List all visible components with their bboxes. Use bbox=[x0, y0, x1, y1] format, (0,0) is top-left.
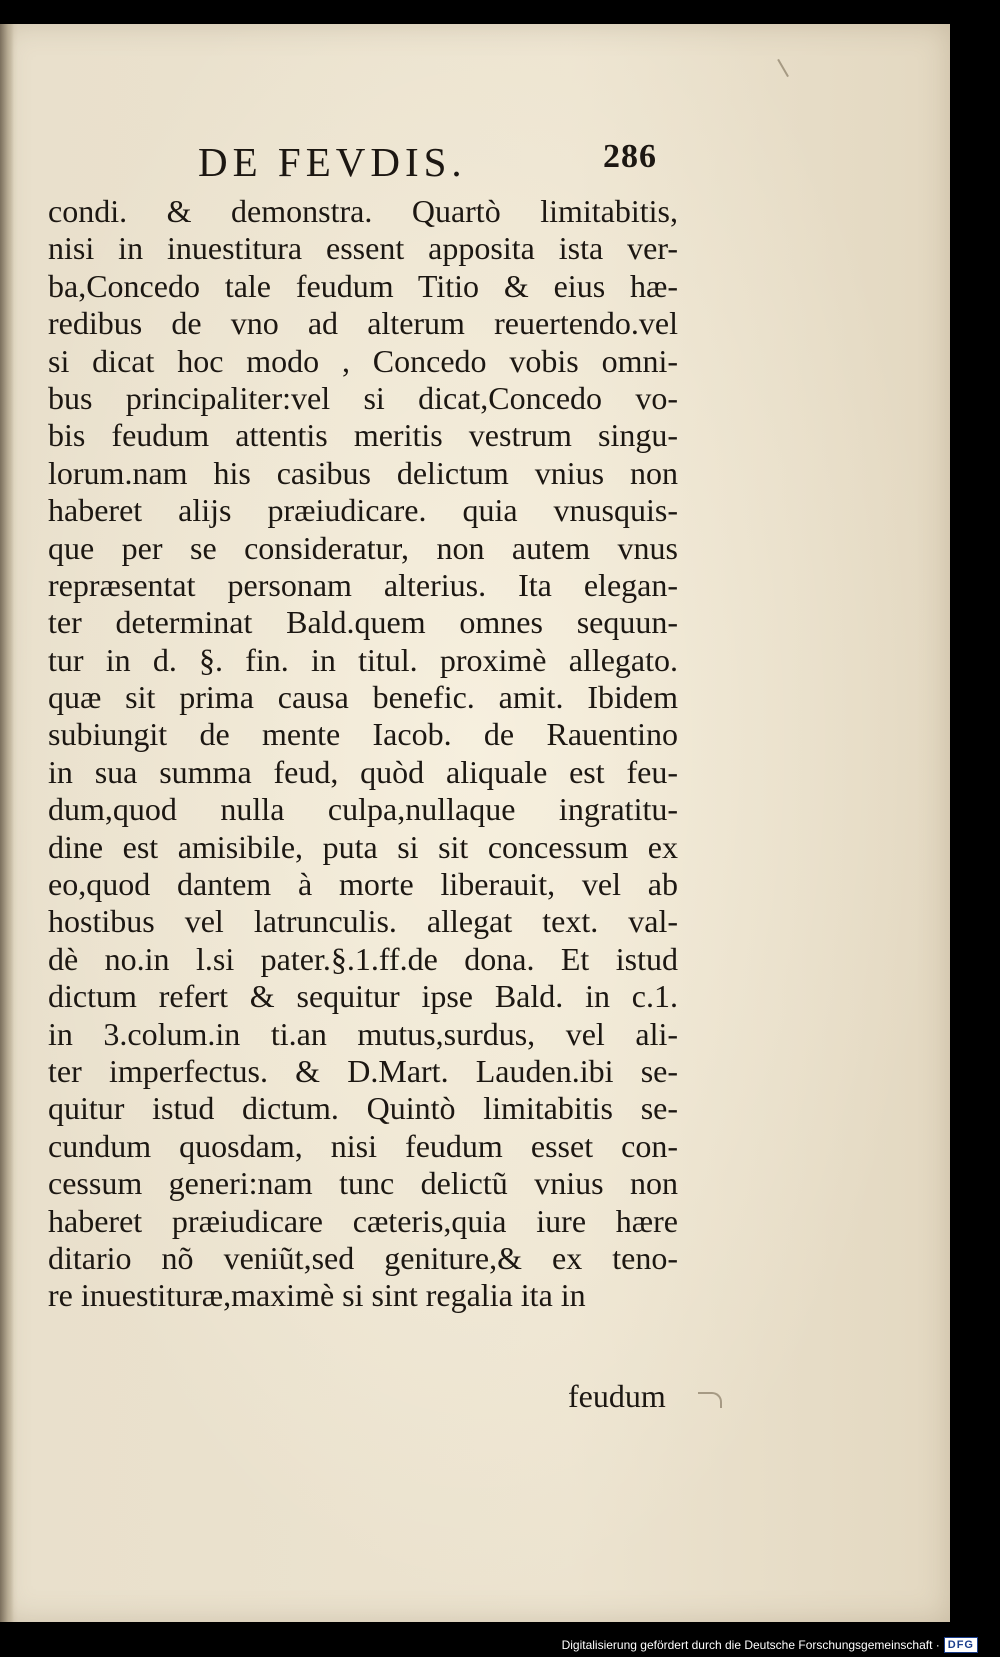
text-line: redibus de vno ad alterum reuertendo.vel bbox=[48, 305, 678, 342]
text-line: cessum generi:nam tunc delictũ vnius non bbox=[48, 1165, 678, 1202]
running-head: DE FEVDIS. bbox=[198, 139, 467, 185]
dfg-logo: DFG bbox=[944, 1637, 978, 1653]
text-line: bus principaliter:vel si dicat,Concedo vo- bbox=[48, 379, 678, 416]
text-line: bis feudum attentis meritis vestrum singu- bbox=[48, 417, 678, 454]
catchword: feudum bbox=[568, 1378, 666, 1414]
page-header bbox=[198, 138, 678, 188]
text-line: dictum refert & sequitur ipse Bald. in c.1. bbox=[48, 978, 678, 1015]
text-line: quæ sit prima causa benefic. amit. Ibidem bbox=[48, 679, 678, 716]
text-line: dum,quod nulla culpa,nullaque ingratitu- bbox=[48, 791, 678, 828]
text-line: condi. & demonstra. Quartò limitabitis, bbox=[48, 193, 678, 229]
text-line: haberet præiudicare cæteris,quia iure hære bbox=[48, 1202, 678, 1239]
margin-curl-mark bbox=[698, 1392, 722, 1408]
binding-gutter bbox=[0, 24, 14, 1622]
text-line: repræsentat personam alterius. Ita elegan- bbox=[48, 566, 678, 603]
text-line: si dicat hoc modo , Concedo vobis omni- bbox=[48, 342, 678, 379]
credit-text: Digitalisierung gefördert durch die Deutsche Forschungsgemeinschaft · bbox=[561, 1638, 940, 1652]
text-line: tur in d. §. fin. in titul. proximè allegato. bbox=[48, 641, 678, 678]
text-line: in 3.colum.in ti.an mutus,surdus, vel ali- bbox=[48, 1015, 678, 1052]
text-line: hostibus vel latrunculis. allegat text. val- bbox=[48, 903, 678, 940]
text-line: ditario nõ veniũt,sed geniture,& ex teno- bbox=[48, 1239, 678, 1276]
page-number: 286 bbox=[603, 138, 657, 175]
text-line: cundum quosdam, nisi feudum esset con- bbox=[48, 1127, 678, 1164]
text-line: subiungit de mente Iacob. de Rauentino bbox=[48, 716, 678, 753]
text-line: nisi in inuestitura essent apposita ista ver- bbox=[48, 230, 678, 267]
text-line: lorum.nam his casibus delictum vnius non bbox=[48, 454, 678, 491]
text-line: ter imperfectus. & D.Mart. Lauden.ibi se- bbox=[48, 1052, 678, 1089]
body-text bbox=[48, 193, 678, 1315]
text-line: haberet alijs præiudicare. quia vnusquis- bbox=[48, 492, 678, 529]
text-line: in sua summa feud, quòd aliquale est feu- bbox=[48, 753, 678, 790]
text-line: eo,quod dantem à morte liberauit, vel ab bbox=[48, 866, 678, 903]
text-line: ter determinat Bald.quem omnes sequun- bbox=[48, 604, 678, 641]
text-line: ba,Concedo tale feudum Titio & eius hæ- bbox=[48, 267, 678, 304]
text-line: quitur istud dictum. Quintò limitabitis se- bbox=[48, 1090, 678, 1127]
text-line: que per se consideratur, non autem vnus bbox=[48, 529, 678, 566]
text-line: dine est amisibile, puta si sit concessum ex bbox=[48, 828, 678, 865]
digitization-credit bbox=[562, 1635, 978, 1655]
text-line: dè no.in l.si pater.§.1.ff.de dona. Et istud bbox=[48, 940, 678, 977]
text-line: re inuestituræ,maximè si sint regalia ita in bbox=[48, 1277, 586, 1314]
